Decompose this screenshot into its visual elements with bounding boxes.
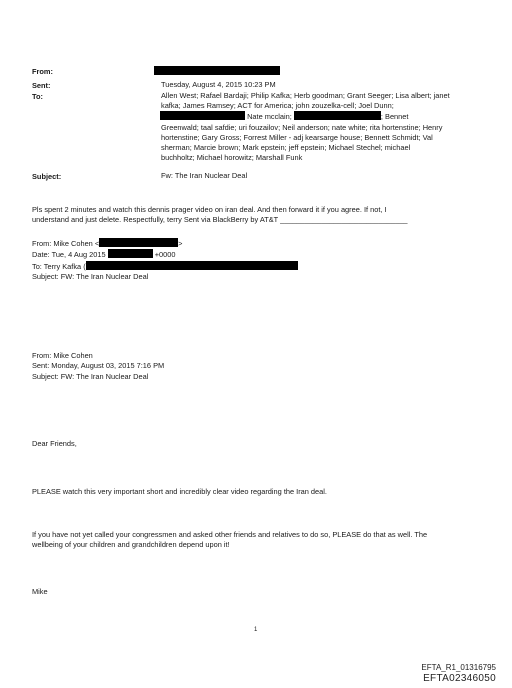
fwd1-from-text: From: Mike Cohen <: [32, 239, 100, 248]
forward-header-1: [32, 238, 298, 283]
page-number: 1: [254, 627, 258, 633]
para2-line: If you have not yet called your congressmen and asked other friends and relatives to do so, PLEASE do that as well. The: [32, 530, 428, 539]
to-line: sherman; Marcie brown; Mark epstein; jeff epstein; Michael Stechel; michael: [161, 143, 411, 153]
fwd1-date-end: +0000: [154, 250, 176, 260]
fwd1-from: [32, 238, 298, 249]
sent-value: Tuesday, August 4, 2015 10:23 PM: [161, 80, 276, 89]
fwd1-date: [32, 249, 298, 260]
fwd1-date-text: Date: Tue, 4 Aug 2015: [32, 250, 106, 260]
to-line: [161, 111, 486, 122]
fwd1-to-text: To: Terry Kafka (: [32, 261, 86, 271]
fwd2-from: From: Mike Cohen: [32, 351, 93, 360]
footer-ref-2: EFTA02346050: [423, 673, 496, 684]
redaction-box: [99, 238, 178, 247]
redaction-box: [160, 111, 245, 120]
from-label: From:: [32, 67, 53, 76]
redaction-box: [154, 66, 280, 75]
footer-ref-1: EFTA_R1_01316795: [421, 663, 496, 672]
redaction-box: [86, 261, 298, 270]
to-label: To:: [32, 92, 43, 101]
fwd1-subject: Subject: FW: The Iran Nuclear Deal: [32, 272, 149, 282]
from-value: [161, 66, 486, 77]
forward-header-2: [32, 351, 164, 382]
body-paragraph-2: [32, 530, 427, 551]
to-line: hortenstine; Gary Gross; Forrest Miller - adj kearsarge house; Bennett Schmidt; Val: [161, 132, 433, 142]
subject-label: Subject:: [32, 172, 62, 181]
sent-label: Sent:: [32, 81, 51, 90]
fwd1-to: [32, 261, 298, 272]
fwd2-subject: Subject: FW: The Iran Nuclear Deal: [32, 371, 149, 381]
fwd2-sent: Sent: Monday, August 03, 2015 7:16 PM: [32, 361, 165, 371]
body-paragraph-1: PLEASE watch this very important short and incredibly clear video regarding the Iran deal.: [32, 487, 327, 496]
to-line: kafka; James Ramsey; ACT for America; john zouzelka-cell; Joel Dunn;: [161, 101, 394, 111]
fwd1-from-end: >: [178, 239, 183, 248]
to-line: buchholtz; Michael horowitz; Marshall Funk: [161, 153, 303, 163]
redaction-box: [108, 249, 153, 258]
greeting: Dear Friends,: [32, 439, 77, 448]
signoff: Mike: [32, 587, 48, 596]
to-value: [161, 91, 486, 163]
to-line: Greenwald; taal safdie; uri fouzailov; Neil anderson; nate white; rita hortenstine; Henry: [161, 122, 443, 132]
intro-paragraph: [32, 205, 408, 226]
to-name: Nate mcclain;: [247, 112, 292, 122]
subject-value: Fw: The Iran Nuclear Deal: [161, 171, 248, 180]
intro-line: understand and just delete. Respectfully, terry Sent via BlackBerry by AT&T _______________________________: [32, 215, 408, 225]
intro-line: Pls spent 2 minutes and watch this dennis prager video on iran deal. And then forward it if you agree. If not, I: [32, 205, 387, 214]
redaction-box: [294, 111, 381, 120]
para2-line: wellbeing of your children and grandchildren depend upon it!: [32, 540, 230, 550]
to-line: Allen West; Rafael Bardaji; Philip Kafka; Herb goodman; Grant Seeger; Lisa albert; janet: [161, 91, 450, 100]
to-name: ; Bennet: [380, 112, 409, 122]
